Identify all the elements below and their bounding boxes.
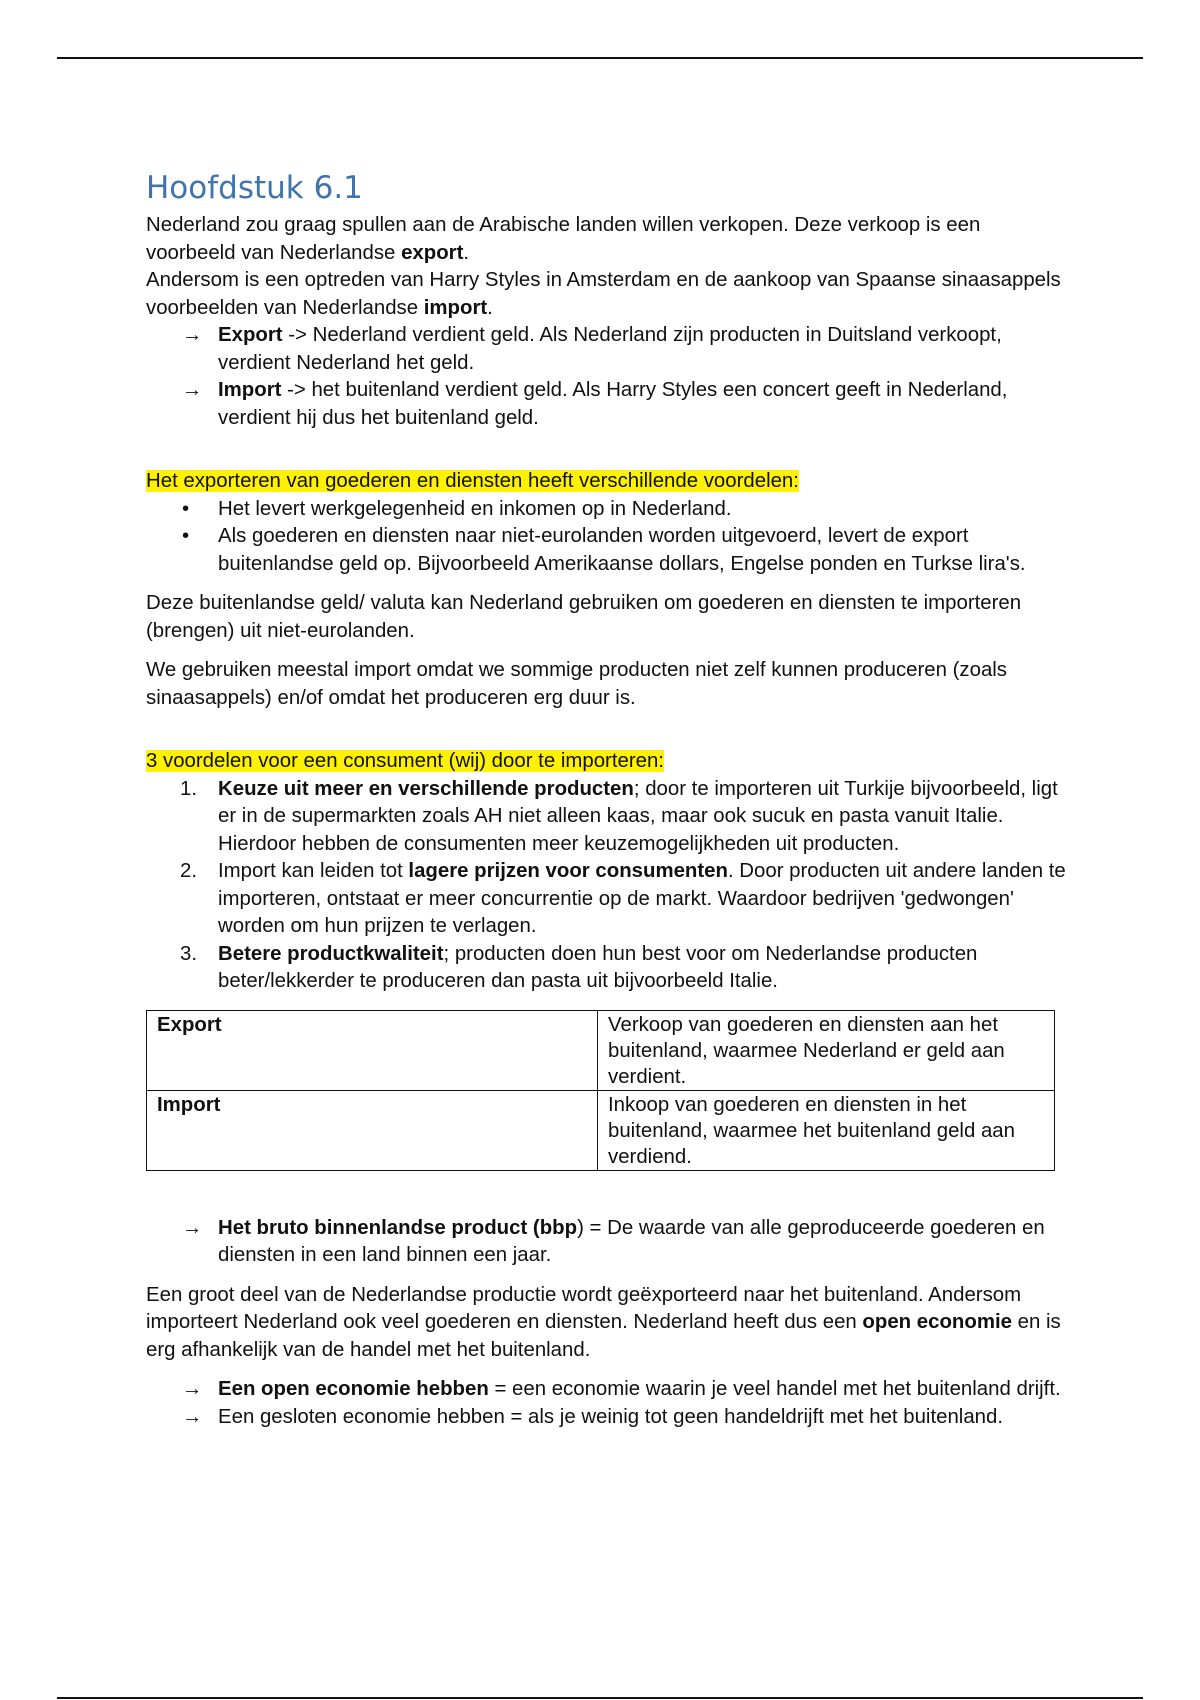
top-rule: [57, 57, 1143, 59]
arrow-item-export: → Export -> Nederland verdient geld. Als Nederland zijn producten in Duitsland verkoopt, verdient Nederland het geld.: [182, 324, 1002, 374]
list-item: • Het levert werkgelegenheid en inkomen op in Nederland.: [146, 496, 1066, 524]
arrow-item-closed-economy: → Een gesloten economie hebben = als je weinig tot geen handeldrijft met het buitenland.: [146, 1404, 1066, 1432]
numbered-item: 2. Import kan leiden tot lagere prijzen voor consumenten. Door producten uit andere landen te importeren, ontstaat er meer concurrentie op de markt. Waardoor bedrijven 'gedwongen' worden om hun prijzen te verlagen.: [180, 860, 1066, 937]
table-definition: Verkoop van goederen en diensten aan het buitenland, waarmee Nederland er geld aan verdient.: [598, 1010, 1055, 1090]
arrow-icon: →: [182, 1378, 203, 1400]
page-title: Hoofdstuk 6.1: [146, 170, 363, 206]
table-row: [147, 1010, 1055, 1090]
bottom-rule: [57, 1697, 1143, 1699]
numbered-item: 3. Betere productkwaliteit; producten doen hun best voor om Nederlandse producten beter/lekkerder te produceren dan pasta uit bijvoorbeeld Italie.: [180, 942, 978, 992]
arrow-icon: →: [182, 1405, 203, 1428]
paragraph-import-reason: We gebruiken meestal import omdat we sommige producten niet zelf kunnen produceren (zoals sinaasappels) en/of omdat het produceren erg duur is.: [146, 659, 1008, 709]
intro-paragraph-export: Nederland zou graag spullen aan de Arabische landen willen verkopen. Deze verkoop is een voorbeeld van Nederlandse export.: [146, 214, 981, 264]
table-row: [147, 1090, 1055, 1170]
definitions-table: [146, 1010, 1055, 1171]
list-number: 3.: [180, 942, 198, 965]
list-number: 2.: [180, 860, 198, 882]
bullet-icon: •: [182, 525, 190, 547]
arrow-icon: →: [182, 324, 203, 346]
list-number: 1.: [180, 777, 198, 800]
paragraph-valuta: Deze buitenlandse geld/ valuta kan Nederland gebruiken om goederen en diensten te importeren (brengen) uit niet-eurolanden.: [146, 592, 1022, 642]
consumer-benefits-title: 3 voordelen voor een consument (wij) door te importeren:: [146, 750, 664, 772]
paragraph-open-economy: Een groot deel van de Nederlandse productie wordt geëxporteerd naar het buitenland. Andersom importeert Nederland ook veel goederen en diensten. Nederland heeft dus een open economie en is erg afhankelijk van de handel met het buitenland.: [146, 1283, 1061, 1361]
arrow-item-open-economy: → Een open economie hebben = een economie waarin je veel handel met het buitenland drijft.: [146, 1376, 1066, 1404]
arrow-icon: →: [182, 379, 203, 401]
arrow-item-import: → Import -> het buitenland verdient geld. Als Harry Styles een concert geeft in Nederland, verdient hij dus het buitenland geld.: [182, 379, 1008, 429]
arrow-item-bbp: → Het bruto binnenlandse product (bbp) = De waarde van alle geproduceerde goederen en diensten in een land binnen een jaar.: [182, 1216, 1045, 1266]
table-definition: Inkoop van goederen en diensten in het buitenland, waarmee het buitenland geld aan verdiend.: [598, 1090, 1055, 1170]
table-term: Export: [147, 1010, 598, 1090]
document-body: [146, 168, 1066, 1431]
table-term: Import: [147, 1090, 598, 1170]
intro-paragraph-import: Andersom is een optreden van Harry Styles in Amsterdam en de aankoop van Spaanse sinaasappels voorbeelden van Nederlandse import.: [146, 269, 1061, 319]
arrow-icon: →: [182, 1216, 203, 1239]
export-benefits-title: Het exporteren van goederen en diensten heeft verschillende voordelen:: [146, 470, 799, 492]
list-item: • Als goederen en diensten naar niet-eurolanden worden uitgevoerd, levert de export buitenlandse geld op. Bijvoorbeeld Amerikaanse dollars, Engelse ponden en Turkse lira's.: [182, 525, 1026, 575]
numbered-item: 1. Keuze uit meer en verschillende producten; door te importeren uit Turkije bijvoorbeeld, ligt er in de supermarkten zoals AH niet alleen kaas, maar ook sucuk en pasta vanuit Italie. Hierdoor hebben de consumenten meer keuzemogelijkheden uit producten.: [180, 777, 1058, 855]
bullet-icon: •: [182, 497, 190, 520]
